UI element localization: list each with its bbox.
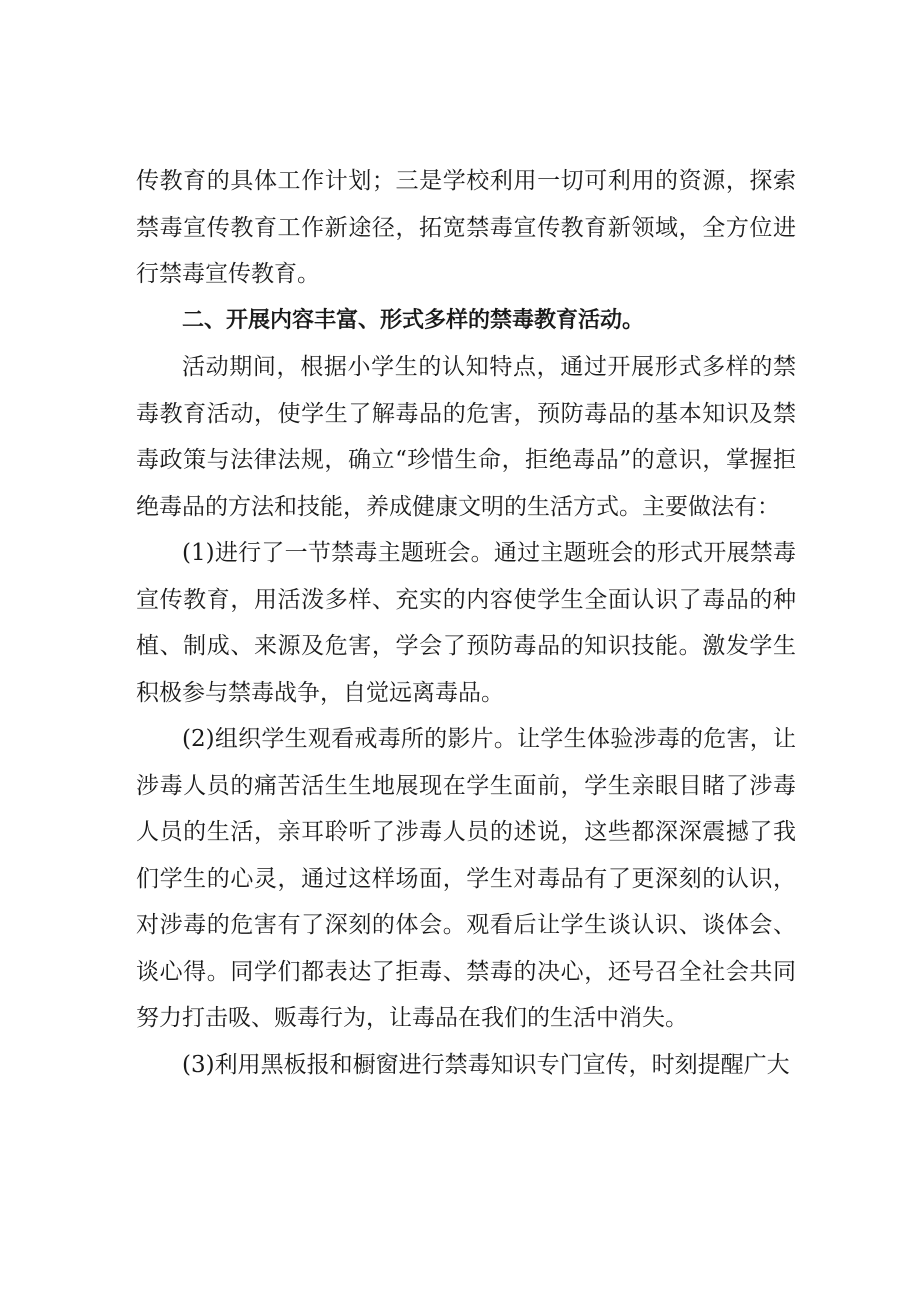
paragraph-continuation: 传教育的具体工作计划；三是学校利用一切可利用的资源，探索禁毒宣传教育工作新途径，拓宽禁毒宣传教育新领域，全方位进行禁毒宣传教育。 [136, 168, 796, 287]
document-body [136, 158, 796, 1088]
paragraph-activity-intro: 活动期间，根据小学生的认知特点，通过开展形式多样的禁毒教育活动，使学生了解毒品的危害，预防毒品的基本知识及禁毒政策与法律法规，确立“珍惜生命，拒绝毒品”的意识，掌握拒绝毒品的方法和技能，养成健康文明的生活方式。主要做法有： [136, 354, 796, 520]
section-heading: 二、开展内容丰富、形式多样的禁毒教育活动。 [182, 307, 645, 333]
paragraph-item-3: (3)利用黑板报和橱窗进行禁毒知识专门宣传，时刻提醒广大 [182, 1051, 790, 1078]
paragraph-item-2: (2)组织学生观看戒毒所的影片。让学生体验涉毒的危害，让涉毒人员的痛苦活生生地展现在学生面前，学生亲眼目睹了涉毒人员的生活，亲耳聆听了涉毒人员的述说，这些都深深震撼了我们学生的心灵，通过这样场面，学生对毒品有了更深刻的认识，对涉毒的危害有了深刻的体会。观看后让学生谈认识、谈体会、谈心得。同学们都表达了拒毒、禁毒的决心，还号召全社会共同努力打击吸、贩毒行为，让毒品在我们的生活中消失。 [136, 726, 796, 1031]
paragraph-item-1: (1)进行了一节禁毒主题班会。通过主题班会的形式开展禁毒宣传教育，用活泼多样、充实的内容使学生全面认识了毒品的种植、制成、来源及危害，学会了预防毒品的知识技能。激发学生积极参与禁毒战争，自觉远离毒品。 [136, 540, 796, 706]
